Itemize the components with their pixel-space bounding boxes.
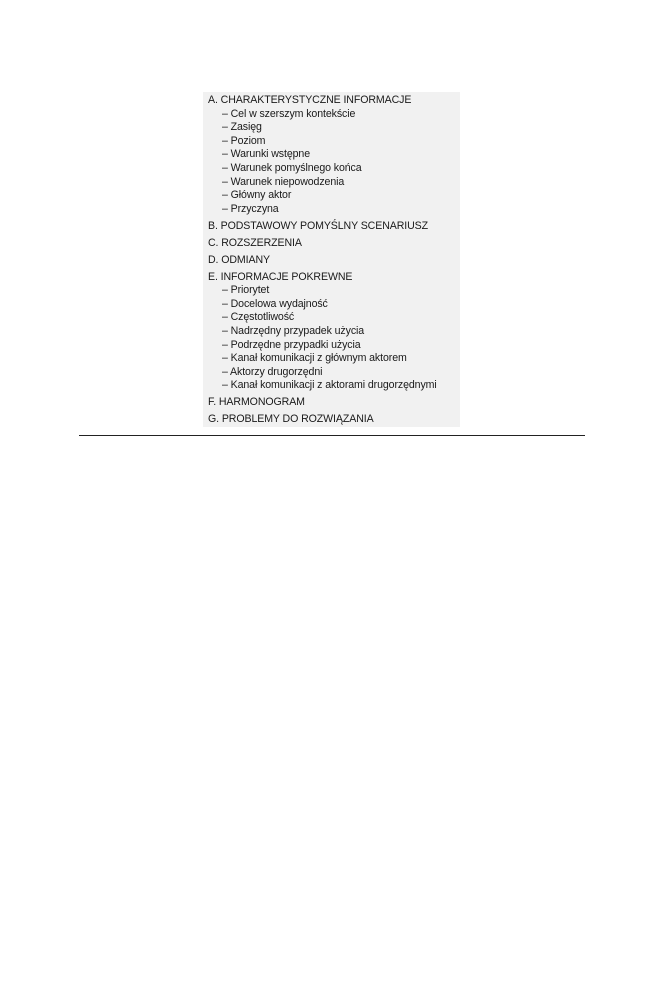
section-title: C. ROZSZERZENIA	[208, 236, 302, 249]
section-item: – Warunki wstępne	[222, 148, 310, 161]
horizontal-rule	[79, 435, 585, 436]
section-title: E. INFORMACJE POKREWNE	[208, 270, 353, 283]
section-item: – Warunek niepowodzenia	[222, 175, 345, 188]
section-items	[208, 108, 508, 217]
section-item: – Częstotliwość	[222, 311, 295, 324]
section-item: – Podrzędne przypadki użycia	[222, 338, 361, 351]
section-item: – Priorytet	[222, 284, 270, 297]
outline-section-e	[208, 271, 508, 393]
section-item: – Docelowa wydajność	[222, 297, 328, 310]
section-item: – Kanał komunikacji z głównym aktorem	[222, 352, 407, 365]
section-item: – Nadrzędny przypadek użycia	[222, 325, 365, 338]
outline-section-c	[208, 237, 508, 251]
section-item: – Aktorzy drugorzędni	[222, 365, 323, 378]
section-item: – Przyczyna	[222, 202, 279, 215]
section-item: – Główny aktor	[222, 189, 292, 202]
use-case-template-outline	[208, 94, 508, 427]
outline-section-f	[208, 396, 508, 410]
section-item: – Kanał komunikacji z aktorami drugorzędnymi	[222, 379, 437, 392]
section-items	[208, 284, 508, 393]
section-title: A. CHARAKTERYSTYCZNE INFORMACJE	[208, 94, 412, 106]
outline-section-d	[208, 254, 508, 268]
section-item: – Cel w szerszym kontekście	[222, 107, 356, 120]
section-title: F. HARMONOGRAM	[208, 396, 305, 409]
outline-section-b	[208, 220, 508, 234]
section-item: – Poziom	[222, 134, 266, 147]
outline-section-a	[208, 94, 508, 216]
outline-section-g	[208, 413, 508, 427]
section-item: – Zasięg	[222, 121, 262, 134]
section-item: – Warunek pomyślnego końca	[222, 161, 362, 174]
section-title: G. PROBLEMY DO ROZWIĄZANIA	[208, 413, 374, 426]
section-title: B. PODSTAWOWY POMYŚLNY SCENARIUSZ	[208, 219, 428, 232]
section-title: D. ODMIANY	[208, 253, 270, 266]
